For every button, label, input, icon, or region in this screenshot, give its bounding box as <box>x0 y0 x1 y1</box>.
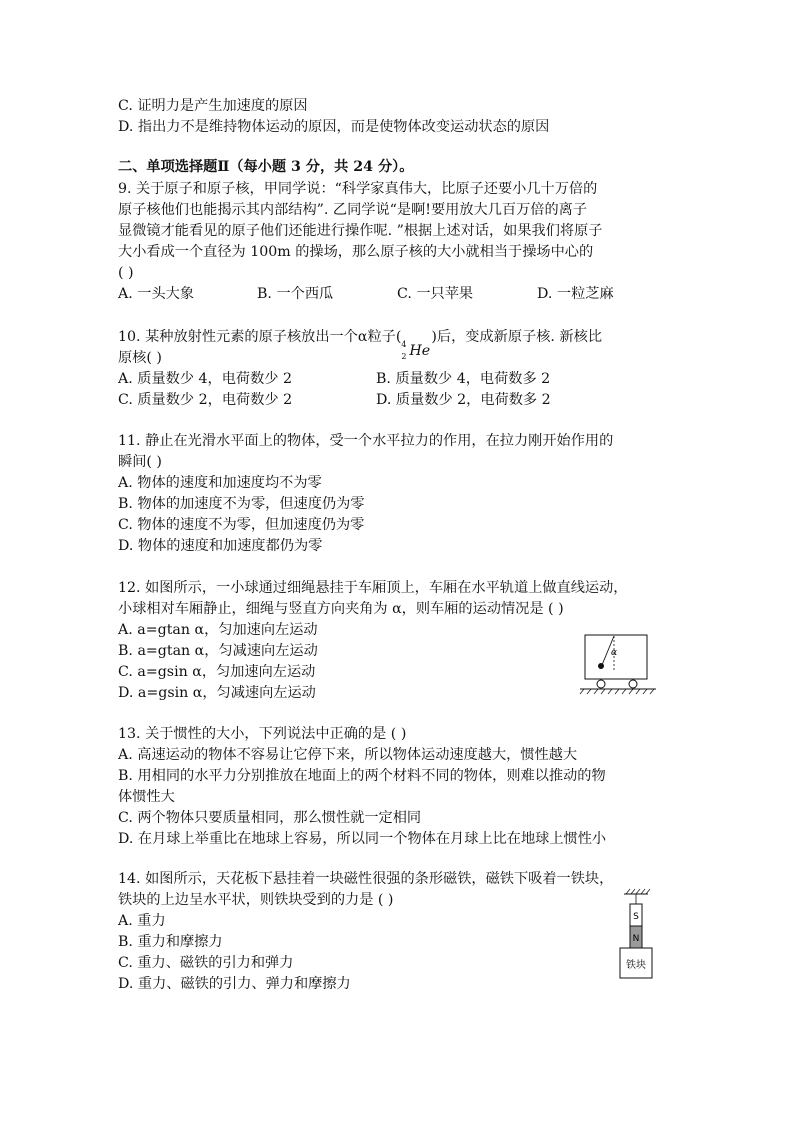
he-charge: 2 <box>401 352 407 361</box>
he-mass: 4 <box>401 340 407 349</box>
q12-option-d: D. a=gsin α，匀减速向左运动 <box>118 685 316 701</box>
q9-line-4: 大小看成一个直径为 100m 的操场，那么原子核的大小就相当于操场中心的 <box>118 244 594 260</box>
q14-line-2: 铁块的上边呈水平状，则铁块受到的力是 ( ) <box>118 892 394 908</box>
q14-option-a: A. 重力 <box>118 913 166 929</box>
q11-line-2: 瞬间( ) <box>118 454 162 470</box>
q10-option-a: A. 质量数少 4，电荷数少 2 <box>118 371 293 387</box>
angle-label: α <box>611 648 618 658</box>
q9-option-c: C. 一只苹果 <box>397 286 474 302</box>
q14-option-b: B. 重力和摩擦力 <box>118 934 223 950</box>
hanging-ball <box>598 663 604 669</box>
q11-line-1: 11. 静止在光滑水平面上的物体，受一个水平拉力的作用，在拉力刚开始作用的 <box>118 433 614 449</box>
north-pole-label: N <box>632 934 640 944</box>
q12-line-1: 12. 如图所示，一小球通过细绳悬挂于车厢顶上，车厢在水平轨道上做直线运动， <box>118 580 628 596</box>
prev-option-d: D. 指出力不是维持物体运动的原因，而是使物体改变运动状态的原因 <box>118 119 550 135</box>
q11-option-c: C. 物体的速度不为零，但加速度仍为零 <box>118 517 365 533</box>
q11-option-b: B. 物体的加速度不为零，但速度仍为零 <box>118 496 365 512</box>
q12-option-a: A. a=gtan α，匀加速向左运动 <box>118 622 318 638</box>
q13-option-d: D. 在月球上举重比在地球上容易，所以同一个物体在月球上比在地球上惯性小 <box>118 831 607 847</box>
q12-option-b: B. a=gtan α，匀减速向左运动 <box>118 643 318 659</box>
q10-line-2: 原核( ) <box>118 350 162 366</box>
q9-option-d: D. 一粒芝麻 <box>537 286 614 302</box>
q13-option-b-cont: 体惯性大 <box>118 789 175 805</box>
south-pole-label: S <box>633 912 639 922</box>
q9-line-5: ( ) <box>118 265 134 281</box>
q9-line-1: 9. 关于原子和原子核，甲同学说：“科学家真伟大，比原子还要小几十万倍的 <box>118 181 598 197</box>
q13-option-a: A. 高速运动的物体不容易让它停下来，所以物体运动速度越大，惯性越大 <box>118 747 578 763</box>
q9-option-b: B. 一个西瓜 <box>257 286 334 302</box>
q10-line-1-pre: 10. 某种放射性元素的原子核放出一个α粒子( <box>118 329 402 345</box>
track-hatching <box>580 689 654 694</box>
q9-option-a: A. 一头大象 <box>118 286 195 302</box>
left-wheel <box>597 680 605 688</box>
q10-line-1-post: )后，变成新原子核. 新核比 <box>431 329 603 345</box>
prev-option-c: C. 证明力是产生加速度的原因 <box>118 98 308 114</box>
q14-option-c: C. 重力、磁铁的引力和弹力 <box>118 955 294 971</box>
q13-option-b: B. 用相同的水平力分别推放在地面上的两个材料不同的物体，则难以推动的物 <box>118 768 606 784</box>
carriage-figure <box>578 628 660 698</box>
q13-line-1: 13. 关于惯性的大小，下列说法中正确的是 ( ) <box>118 726 407 742</box>
iron-block-label: 铁块 <box>626 960 646 971</box>
q9-line-2: 原子核他们也能揭示其内部结构”. 乙同学说“是啊!要用放大几百万倍的离子 <box>118 202 588 218</box>
q12-option-c: C. a=gsin α，匀加速向左运动 <box>118 664 316 680</box>
magnet-figure <box>616 888 660 984</box>
q9-line-3: 显微镜才能看见的原子他们还能进行操作呢. ”根据上述对话，如果我们将原子 <box>118 223 603 239</box>
q14-option-d: D. 重力、磁铁的引力、弹力和摩擦力 <box>118 976 351 992</box>
section-title: 二、单项选择题Ⅱ（每小题 3 分，共 24 分）。 <box>118 159 414 175</box>
q11-option-a: A. 物体的速度和加速度均不为零 <box>118 475 322 491</box>
ceiling-hatching <box>626 889 650 894</box>
q12-line-2: 小球相对车厢静止，细绳与竖直方向夹角为 α，则车厢的运动情况是 ( ) <box>118 601 564 617</box>
q14-line-1: 14. 如图所示，天花板下悬挂着一块磁性很强的条形磁铁，磁铁下吸着一铁块， <box>118 871 614 887</box>
q10-option-d: D. 质量数少 2，电荷数多 2 <box>376 392 551 408</box>
q13-option-c: C. 两个物体只要质量相同，那么惯性就一定相同 <box>118 810 422 826</box>
he-symbol: He <box>409 343 431 359</box>
right-wheel <box>629 680 637 688</box>
q11-option-d: D. 物体的速度和加速度都仍为零 <box>118 538 323 554</box>
q10-option-c: C. 质量数少 2，电荷数少 2 <box>118 392 293 408</box>
q10-option-b: B. 质量数少 4，电荷数多 2 <box>376 371 551 387</box>
